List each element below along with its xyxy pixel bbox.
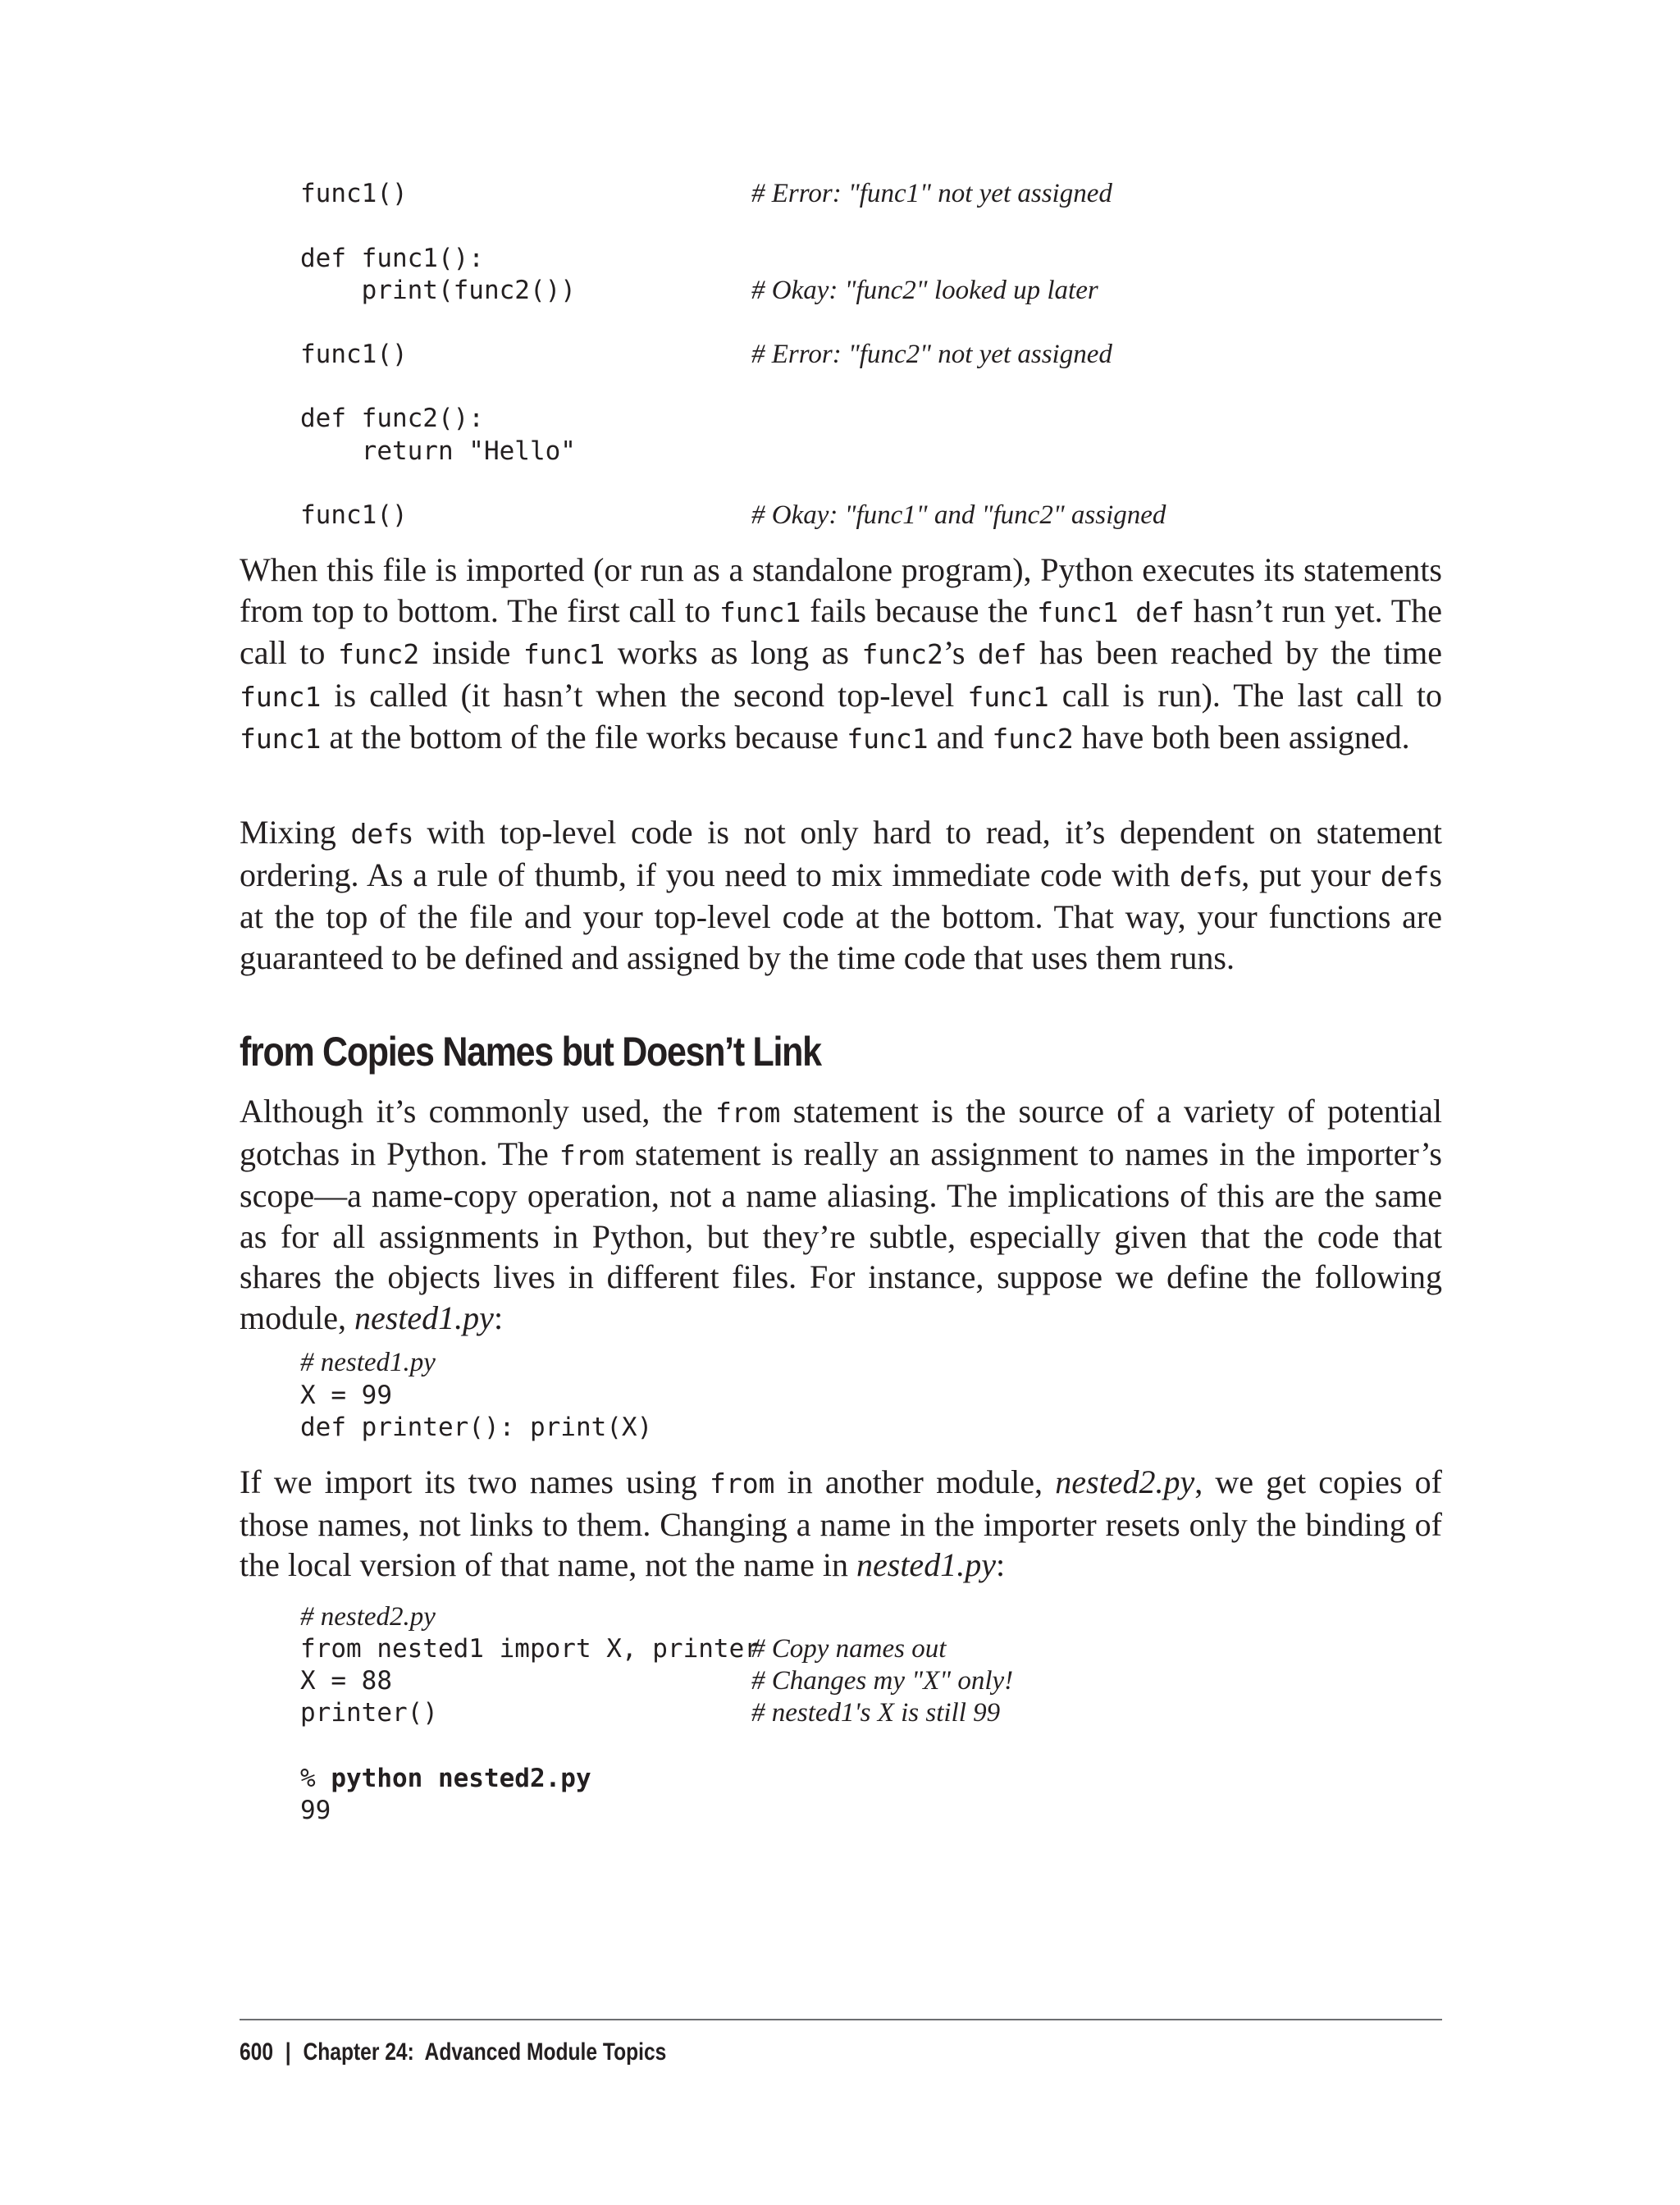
page-number: 600 [240, 2038, 274, 2066]
code-line: return "Hello" [300, 436, 576, 466]
inline-code: def [1380, 860, 1430, 892]
code-comment: # Copy names out [751, 1634, 947, 1664]
code-comment: # Okay: "func2" looked up later [751, 276, 1098, 305]
section-heading: from Copies Names but Doesn’t Link [240, 1029, 821, 1075]
code-comment: # nested2.py [300, 1602, 436, 1632]
code-line: from nested1 import X, printer [300, 1634, 760, 1664]
body-paragraph: Although it’s commonly used, the from statement is the source of a variety of potential gotchas in Python. The from statement is really an assignment to names in the importer’s scope—a name-copy operation, not a name aliasing. The implications of this are the same as for all assignments in Python, but they’re subtle, especially given that the code that shares the objects lives in different files. For instance, suppose we define the following module, nested1.py: [240, 1093, 1442, 1336]
code-comment: # Error: "func1" not yet assigned [751, 179, 1112, 208]
inline-code: func1 def [1037, 596, 1185, 628]
footer-rule [240, 2019, 1442, 2020]
page-footer [240, 2036, 666, 2069]
inline-code: def [1180, 860, 1229, 892]
code-comment: # nested1.py [300, 1348, 436, 1377]
inline-code: from [714, 1097, 781, 1129]
code-line: func1() [300, 340, 408, 369]
inline-code: def [978, 638, 1027, 670]
chapter-title: Chapter 24: Advanced Module Topics [303, 2038, 667, 2066]
shell-command: python nested2.py [331, 1764, 591, 1793]
inline-code: func1 [240, 723, 322, 755]
code-line: print(func2()) [300, 276, 576, 305]
inline-code: func2 [337, 638, 420, 670]
inline-code: func1 [967, 680, 1049, 713]
shell-prompt: % [300, 1764, 331, 1793]
inline-code: func2 [861, 638, 943, 670]
inline-code: func1 [240, 680, 322, 713]
code-line: func1() [300, 500, 408, 530]
code-comment: # Changes my "X" only! [751, 1666, 1014, 1696]
footer-separator: | [285, 2038, 291, 2066]
terminal-command-line [300, 1762, 591, 1795]
code-line: def func1(): [300, 244, 484, 273]
inline-code: from [709, 1468, 775, 1500]
code-comment: # nested1's X is still 99 [751, 1698, 1001, 1728]
inline-code: func2 [992, 723, 1074, 755]
code-line: printer() [300, 1698, 438, 1728]
filename: nested2.py [1055, 1463, 1195, 1500]
code-line: def func2(): [300, 404, 484, 433]
filename: nested1.py [856, 1546, 996, 1583]
code-line: func1() [300, 179, 408, 208]
code-line: def printer(): print(X) [300, 1413, 653, 1442]
inline-code: func1 [847, 723, 929, 755]
inline-code: def [350, 818, 400, 850]
code-comment: # Error: "func2" not yet assigned [751, 340, 1112, 369]
terminal-output: 99 [300, 1796, 331, 1825]
body-paragraph: If we import its two names using from in another module, nested2.py, we get copies of those names, not links to them. Changing a name in the importer resets only the binding of the local version of that name, not the name in nested1.py: [240, 1463, 1442, 1583]
body-paragraph: When this file is imported (or run as a standalone program), Python executes its statements from top to bottom. The first call to func1 fails because the func1 def hasn’t run yet. The call to func2 inside func1 works as long as func2’s def has been reached by the time func1 is called (it hasn’t when the second top-level func1 call is run). The last call to func1 at the bottom of the file works because func1 and func2 have both been assigned. [240, 551, 1442, 756]
inline-code: func1 [719, 596, 801, 628]
filename: nested1.py [354, 1299, 494, 1336]
inline-code: from [559, 1139, 625, 1171]
code-line: X = 88 [300, 1666, 392, 1696]
body-paragraph: Mixing defs with top-level code is not only hard to read, it’s dependent on statement ordering. As a rule of thumb, if you need to mix immediate code with defs, put your defs at the top of the file and your top-level code at the bottom. That way, your functions are guaranteed to be defined and assigned by the time code that uses them runs. [240, 814, 1443, 976]
code-line: X = 99 [300, 1381, 392, 1410]
code-comment: # Okay: "func1" and "func2" assigned [751, 500, 1166, 530]
inline-code: func1 [523, 638, 605, 670]
